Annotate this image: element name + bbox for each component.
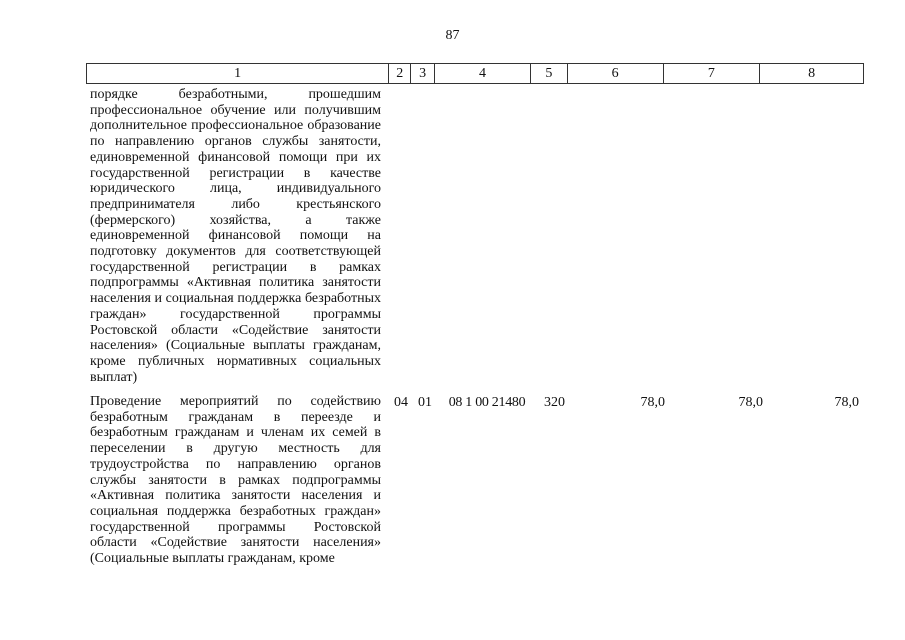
table-row-description: Проведение мероприятий по содействию безработным гражданам в переезде и безработным гражданам и членам их семей в переселении в другую местность для трудоустройства по направлению органов службы занятости в рамках подпрограммы «Активная политика занятости населения и социальная поддержка безработных граждан» государственной программы Ростовской области «Содействие занятости населения» (Социальные выплаты гражданам, кроме — [90, 394, 381, 567]
column-header-3: 3 — [411, 64, 435, 83]
table-header-row — [86, 63, 864, 84]
table-row-values — [0, 394, 905, 412]
column-header-5: 5 — [531, 64, 568, 83]
cell-amount-col8: 78,0 — [834, 395, 859, 410]
column-header-8: 8 — [808, 65, 816, 81]
table-row-description: порядке безработными, прошедшим профессиональное обучение или получившим дополнительное профессиональное образование по направлению органов службы занятости, единовременной финансовой помощи при их государственной регистрации в качестве юридического лица, индивидуального предпринимателя либо крестьянского (фермерского) хозяйства, а также единовременной финансовой помощи на подготовку документов для соответствующей государственной регистрации в рамках подпрограммы «Активная политика занятости населения и социальная поддержка безработных граждан» государственной программы Ростовской области «Содействие занятости населения» (Социальные выплаты гражданам, кроме публичных нормативных социальных выплат) — [90, 87, 381, 385]
page-number: 87 — [445, 28, 460, 43]
cell-amount-col6: 78,0 — [640, 395, 665, 410]
column-header-1: 1 — [87, 64, 389, 83]
column-header-2: 2 — [389, 64, 411, 83]
cell-subsection-code: 01 — [418, 395, 432, 410]
cell-expense-type-code: 320 — [544, 395, 565, 410]
cell-amount-col7: 78,0 — [738, 395, 763, 410]
column-header-7: 7 — [664, 64, 761, 83]
column-header-4: 4 — [435, 64, 531, 83]
column-header-6: 6 — [568, 64, 664, 83]
cell-target-article-code: 08 1 00 21480 — [448, 395, 526, 410]
cell-section-code: 04 — [394, 395, 408, 410]
